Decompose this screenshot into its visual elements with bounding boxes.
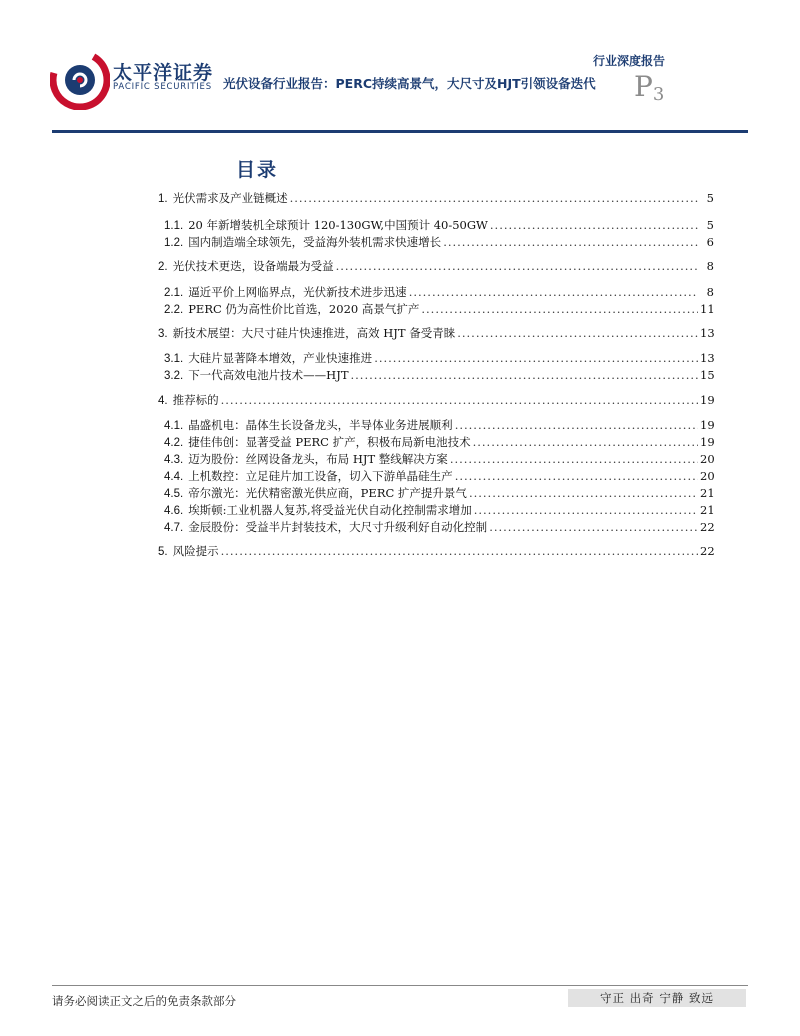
toc-entry[interactable] (164, 284, 714, 300)
toc-entry[interactable] (164, 434, 714, 450)
toc-leader-dots (490, 218, 698, 232)
toc-entry-number: 1.1. (164, 220, 184, 232)
toc-entry-page: 21 (700, 503, 715, 517)
toc-entry[interactable] (164, 367, 714, 383)
disclaimer: 请务必阅读正文之后的免责条款部分 (52, 994, 236, 1008)
toc-entry-number: 4.5. (164, 488, 184, 500)
toc-entry-number: 4. (158, 395, 168, 407)
toc-entry-page: 22 (700, 544, 715, 558)
toc-entry[interactable] (164, 417, 714, 433)
page-prefix: P (634, 70, 653, 103)
toc-leader-dots (457, 326, 698, 340)
toc-entry-title: 帝尔激光：光伏精密激光供应商，PERC 扩产提升景气 (188, 486, 467, 500)
toc-entry-title: 国内制造端全球领先，受益海外装机需求快速增长 (188, 235, 442, 249)
toc-entry-number: 4.6. (164, 505, 184, 517)
page-number (634, 70, 664, 105)
report-title: 光伏设备行业报告：PERC持续高景气，大尺寸及HJT引领设备迭代 (223, 76, 596, 91)
toc-entry-page: 22 (700, 520, 715, 534)
toc-entry-page: 21 (700, 486, 715, 500)
toc-leader-dots (290, 191, 698, 205)
toc-entry-number: 2. (158, 261, 168, 273)
toc-leader-dots (421, 302, 698, 316)
toc-heading: 目录 (236, 159, 279, 181)
toc-leader-dots (450, 452, 698, 466)
toc-leader-dots (374, 351, 698, 365)
toc-leader-dots (473, 435, 698, 449)
page-number-value: 3 (652, 84, 665, 105)
page-header (0, 0, 800, 140)
toc-leader-dots (336, 259, 698, 273)
toc-entry[interactable] (164, 350, 714, 366)
brand-name-en: PACIFIC SECURITIES (113, 82, 212, 92)
toc-entry-number: 1. (158, 193, 168, 205)
toc-entry-page: 6 (706, 235, 714, 249)
toc-leader-dots (351, 368, 699, 382)
toc-entry-title: 光伏技术更迭，设备端最为受益 (172, 259, 334, 273)
toc-entry-page: 8 (706, 259, 714, 273)
toc-entry[interactable] (164, 217, 714, 233)
toc-entry[interactable] (164, 451, 714, 467)
toc-entry-title: 晶盛机电：晶体生长设备龙头，半导体业务进展顺利 (188, 418, 453, 432)
toc-entry-number: 3. (158, 328, 168, 340)
toc-entry-title: 金辰股份：受益半片封装技术，大尺寸升级利好自动化控制 (188, 520, 488, 534)
toc-entry-number: 2.2. (164, 304, 184, 316)
toc-leader-dots (455, 418, 698, 432)
toc-entry[interactable] (158, 258, 714, 274)
toc-entry-title: 下一代高效电池片技术——HJT (188, 368, 349, 382)
toc-entry-page: 5 (706, 218, 714, 232)
toc-entry-page: 11 (700, 302, 715, 316)
toc-leader-dots (221, 544, 698, 558)
toc-entry[interactable] (158, 325, 714, 341)
brand-name-cn: 太平洋证券 (113, 62, 214, 84)
toc-entry[interactable] (158, 190, 714, 206)
toc-entry[interactable] (164, 301, 714, 317)
pacific-securities-logo (50, 50, 110, 110)
toc-entry-page: 20 (700, 469, 715, 483)
toc-entry-page: 19 (700, 418, 715, 432)
toc-entry-title: 20 年新增装机全球预计 120-130GW,中国预计 40-50GW (188, 218, 488, 232)
toc-entry[interactable] (158, 543, 714, 559)
toc-entry-page: 13 (700, 351, 715, 365)
toc-entry-title: 大硅片显著降本增效，产业快速推进 (188, 351, 373, 365)
toc-entry-number: 3.2. (164, 370, 184, 382)
toc-entry-number: 1.2. (164, 237, 184, 249)
toc-entry[interactable] (164, 502, 714, 518)
toc-leader-dots (409, 285, 698, 299)
toc-entry-number: 2.1. (164, 287, 184, 299)
toc-entry-title: PERC 仍为高性价比首选，2020 高景气扩产 (188, 302, 420, 316)
toc-entry-title: 捷佳伟创：显著受益 PERC 扩产，积极布局新电池技术 (188, 435, 471, 449)
footer-divider (52, 985, 748, 986)
toc-leader-dots (443, 235, 698, 249)
toc-entry[interactable] (158, 392, 714, 408)
toc-entry-number: 3.1. (164, 353, 184, 365)
toc-entry-page: 5 (706, 191, 714, 205)
toc-entry-title: 推荐标的 (172, 393, 219, 407)
toc-entry-number: 4.4. (164, 471, 184, 483)
company-motto: 守正 出奇 宁静 致远 (568, 989, 746, 1007)
toc-entry-number: 4.7. (164, 522, 184, 534)
toc-leader-dots (489, 520, 698, 534)
toc-entry-page: 19 (700, 435, 715, 449)
toc-leader-dots (221, 393, 698, 407)
toc-entry-number: 4.2. (164, 437, 184, 449)
toc-leader-dots (474, 503, 698, 517)
toc-entry-title: 上机数控：立足硅片加工设备，切入下游单晶硅生产 (188, 469, 453, 483)
toc-entry-title: 迈为股份：丝网设备龙头，布局 HJT 整线解决方案 (188, 452, 448, 466)
toc-entry-title: 埃斯顿:工业机器人复苏,将受益光伏自动化控制需求增加 (188, 503, 472, 517)
toc-entry-page: 13 (700, 326, 715, 340)
header-divider (52, 130, 748, 133)
toc-entry-number: 4.1. (164, 420, 184, 432)
toc-entry-title: 新技术展望：大尺寸硅片快速推进，高效 HJT 备受青睐 (172, 326, 456, 340)
toc-entry-title: 光伏需求及产业链概述 (172, 191, 288, 205)
toc-leader-dots (455, 469, 698, 483)
toc-entry-page: 8 (706, 285, 714, 299)
report-type: 行业深度报告 (592, 54, 665, 68)
toc-entry[interactable] (164, 485, 714, 501)
toc-entry-page: 20 (700, 452, 715, 466)
toc-leader-dots (469, 486, 698, 500)
toc-entry-page: 19 (700, 393, 715, 407)
toc-entry[interactable] (164, 519, 714, 535)
toc-entry-title: 逼近平价上网临界点，光伏新技术进步迅速 (188, 285, 407, 299)
toc-entry[interactable] (164, 234, 714, 250)
toc-entry-number: 4.3. (164, 454, 184, 466)
toc-entry-number: 5. (158, 546, 168, 558)
toc-entry[interactable] (164, 468, 714, 484)
toc-entry-title: 风险提示 (172, 544, 219, 558)
toc-entry-page: 15 (700, 368, 715, 382)
